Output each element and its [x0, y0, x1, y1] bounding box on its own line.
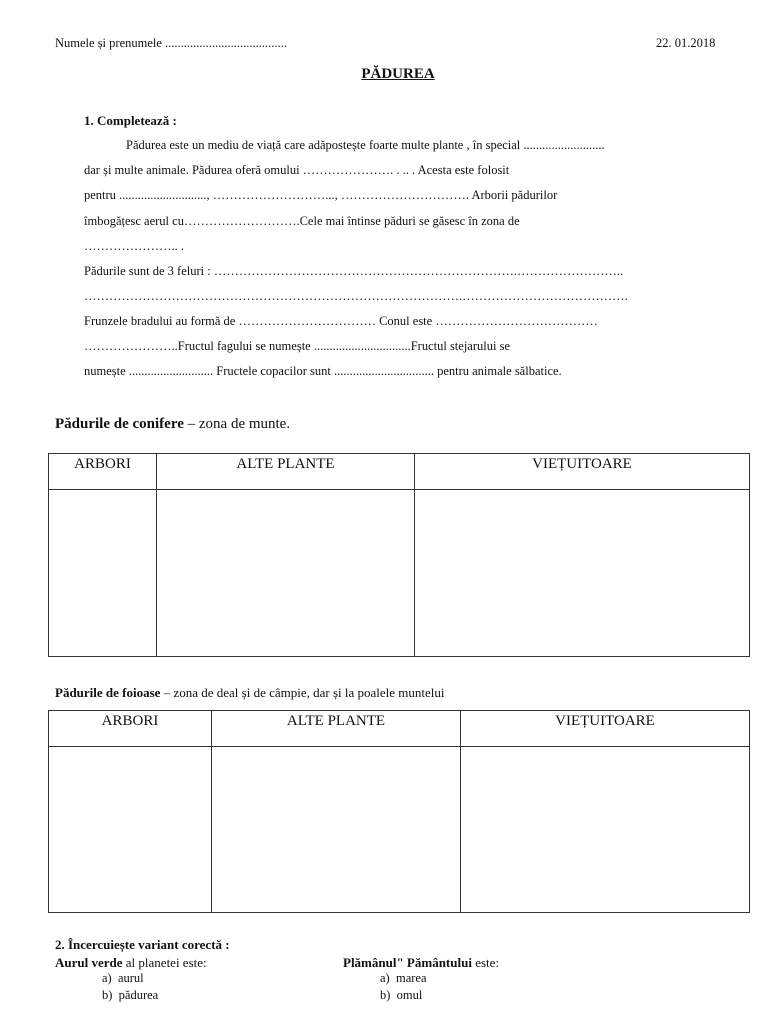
exercise1-line: Pădurile sunt de 3 feluri : ……………………………………………………………….…………………….. — [84, 264, 624, 278]
question1-option-b[interactable] — [102, 988, 158, 1003]
question2-text — [343, 955, 499, 971]
conifere-title-rest: – zona de munte. — [183, 416, 291, 432]
exercise2-heading: 2. Încercuiește variant corectă : — [55, 937, 230, 952]
column-header-alte-plante: ALTE PLANTE — [212, 711, 461, 747]
foioase-title-bold: Pădurile de foioase — [55, 685, 161, 700]
foioase-section-title — [55, 685, 445, 701]
conifere-title-bold: Pădurile de conifere — [55, 416, 184, 432]
option-text: aurul — [117, 971, 144, 985]
exercise1-line: dar și multe animale. Pădurea oferă omului …………………. . .. . Acesta este folosit — [84, 163, 510, 177]
table-cell[interactable] — [415, 490, 750, 657]
exercise1-line: îmbogățesc aerul cu……………………….Cele mai întinse păduri se găsesc în zona de — [84, 214, 520, 228]
option-letter: a) — [380, 971, 390, 985]
option-letter: b) — [380, 988, 391, 1002]
page-title: PĂDUREA — [361, 66, 435, 82]
question2-option-b[interactable] — [380, 988, 422, 1003]
column-header-arbori: ARBORI — [49, 711, 212, 747]
exercise1-line: Pădurea este un mediu de viață care adăpostește foarte multe plante , în special .......................... — [126, 138, 605, 152]
question2-bold: Plămânul" Pământului — [343, 955, 472, 970]
option-text: omul — [396, 988, 423, 1002]
table-cell[interactable] — [49, 747, 212, 913]
exercise1-line: ………………….. . — [84, 239, 184, 253]
exercise1-line: numește ........................... Fructele copacilor sunt ................................ pentru animale sălbatice. — [84, 364, 562, 378]
conifere-section-title — [55, 416, 290, 433]
table-cell[interactable] — [212, 747, 461, 913]
option-letter: b) — [102, 988, 113, 1002]
table-cell[interactable] — [461, 747, 750, 913]
option-letter: a) — [102, 971, 112, 985]
question2-option-a[interactable] — [380, 971, 427, 986]
student-name-label: Numele și prenumele ....................................... — [55, 36, 287, 50]
question1-rest: al planetei este: — [122, 955, 207, 970]
option-text: marea — [395, 971, 427, 985]
column-header-vietuitoare: VIEȚUITOARE — [461, 711, 750, 747]
exercise1-line: Frunzele bradului au formă de …………………………… Conul este ………………………………… — [84, 314, 598, 328]
column-header-arbori: ARBORI — [49, 454, 157, 490]
exercise1-line: pentru ............................, ………………………..., …………………………. Arborii pădurilor — [84, 188, 558, 202]
question1-text — [55, 955, 207, 971]
foioase-table — [48, 710, 750, 913]
table-cell[interactable] — [157, 490, 415, 657]
date-label: 22. 01.2018 — [656, 36, 716, 50]
question1-bold: Aurul verde — [55, 955, 123, 970]
foioase-title-rest: – zona de deal și de câmpie, dar și la poalele muntelui — [160, 685, 445, 700]
option-text: pădurea — [118, 988, 159, 1002]
exercise1-line: …………………..Fructul fagului se numește ...............................Fructul stejarului se — [84, 339, 510, 353]
exercise1-line: ……………………………………………………………………………….…………………………………. — [84, 289, 628, 303]
question1-option-a[interactable] — [102, 971, 144, 986]
question2-rest: este: — [471, 955, 500, 970]
table-cell[interactable] — [49, 490, 157, 657]
conifere-table — [48, 453, 750, 657]
column-header-alte-plante: ALTE PLANTE — [157, 454, 415, 490]
column-header-vietuitoare: VIEȚUITOARE — [415, 454, 750, 490]
exercise1-heading: 1. Completează : — [84, 113, 177, 128]
